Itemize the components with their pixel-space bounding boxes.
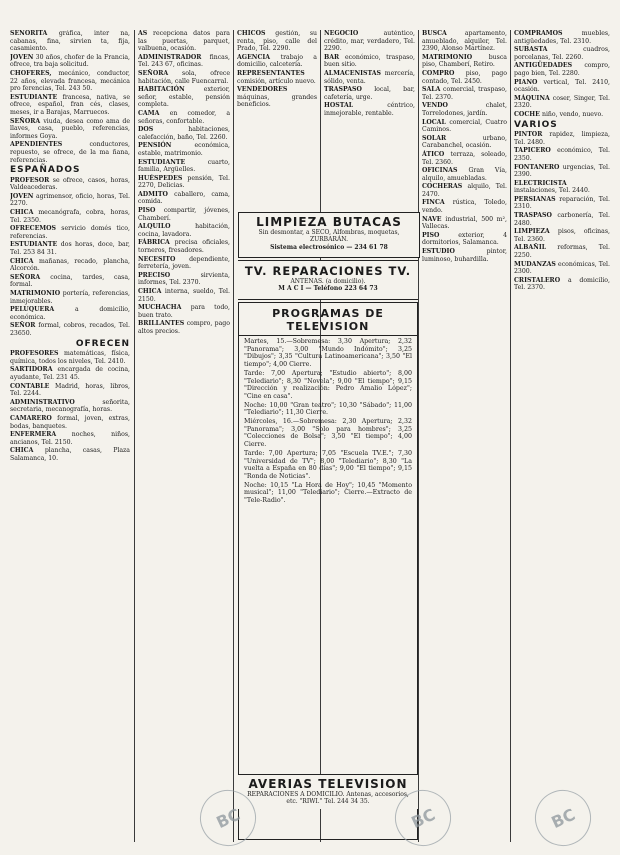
ad-text: 30 años, chofer de la Francia, ofrece, tra baja solicitud. [10,53,130,69]
ad-text: portería, referencias, inmejorables. [10,290,130,305]
classified-ad [10,141,130,164]
ad-text: céntrico, inmejorable, rentable. [324,102,415,117]
section-heading: OFRECEN [75,338,130,349]
classified-ad [10,350,130,365]
ad-text: apartamento, amueblado, alquiler, Tel. 2390, Alonso Martínez. [422,30,507,53]
classified-ad [422,54,507,69]
classified-ad [514,196,610,211]
classified-ad [237,86,317,109]
classified-ad [10,415,130,430]
ad-text: económica, estable, matrimonio. [138,142,230,157]
ad-text: dos horas, doce, bar, Tel. 253 84 31. [10,241,130,257]
ad-text: muebles, antigüedades, Tel. 2310. [514,30,610,45]
ad-keyword: MATRIMONIO [422,53,489,61]
ad-text: comercial, traspaso, Tel. 2370. [422,86,507,101]
classified-ad [514,147,610,162]
classified-ad [138,256,230,271]
classified-ad [10,94,130,117]
tv-guide-paragraph: Tarde: 7,00 Apertura; 7,05 "Escuela TV.E."; 7,30 "Universidad de TV"; 8,00 "Telediario"; 8,30 "La vuelta a España en 80 días"; 9,00 "El tiempo"; 9,15 "Ronda de Noticias". [244,449,412,480]
ad-text: coser, Singer, Tel. 2320. [514,94,610,110]
classified-ad [10,30,130,53]
ad-tv-reparaciones [238,260,418,300]
ad-title: LIMPIEZA BUTACAS [256,215,402,229]
ad-text: alquilo, Tel. 2470. [422,183,507,198]
classified-ad [138,207,230,222]
ad-text: local, bar, cafetería, urge. [324,86,415,101]
ad-text: comercial, Cuatro Caminos. [422,118,507,134]
classified-ad [10,70,130,93]
ad-keyword: BUSCA [422,30,465,37]
bc-watermark-stamp: BC [386,781,460,855]
ad-text: ANTENAS. (a domicilio). [290,278,366,285]
ad-keyword: FONTANERO [514,163,563,171]
ad-text: formal, cobros, recados, Tel. 23650. [10,322,130,337]
ad-keyword: ELECTRICISTA [514,179,567,187]
ad-text: sirvienta, informes, Tel. 2370. [138,271,230,287]
ad-text: piso, pago contado, Tel. 2450. [422,69,507,85]
ad-text: matemáticas, física, química, todos los niveles, Tel. 2410. [10,350,130,365]
ad-limpieza-butacas [238,212,420,258]
ad-keyword: ADMITO [138,190,175,198]
ad-keyword: ESTUDIANTE [10,241,61,249]
ad-keyword: SALA [422,86,444,94]
classified-ad [10,383,130,398]
ad-averias-television [238,774,418,809]
ad-text: conductores, repuesto, se ofrece, de la ma ñana, referencias. [10,141,130,164]
classified-ad [422,86,507,101]
ad-text: agrimensor, oficio, horas, Tel. 2270. [10,192,130,208]
classified-ad [10,225,130,240]
ad-text: Sin desmontar, a SECO, Alfombras, moquetas, ZURBARÁN. [258,229,400,244]
classified-ad [10,306,130,321]
ad-keyword: ESTUDIANTE [10,93,63,101]
ad-keyword: DOS [138,126,189,134]
ad-text: fincas, Tel. 243 67, oficinas. [138,53,230,69]
ad-text: trabajo a domicilio, calcetería. [237,53,317,69]
column-1 [10,30,130,842]
ad-keyword: ADMINISTRADOR [138,53,210,61]
ad-text: terraza, soleado, Tel. 2360. [422,150,507,166]
ad-text: para todo, buen trato. [138,304,230,319]
ad-keyword: SARTIDORA [10,366,58,374]
classified-ad [514,228,610,243]
ad-text: noches, niños, ancianos, Tel. 2150. [10,431,130,446]
classified-ad [237,54,317,69]
ad-keyword: FINCA [422,199,453,207]
section-heading: VARIOS [514,119,558,130]
ad-keyword: LOCAL [422,118,450,126]
classified-ad [138,191,230,206]
classified-ad [324,54,415,69]
ad-keyword: COMPRO [422,69,466,77]
classified-ad [514,46,610,61]
classified-ad [10,322,130,337]
ad-text: económico, traspaso, buen sitio. [324,53,415,69]
ad-keyword: CHICA [138,288,165,295]
ad-text: compartir, jóvenes, Chamberí. [138,207,230,222]
ad-keyword: VENDEDORES [237,86,288,94]
classified-ad [422,30,507,53]
ad-keyword: COCHE [514,110,542,118]
classified-ad [422,151,507,166]
classified-ad [138,175,230,190]
ad-text: cocina, tardes, casa, formal. [10,273,130,289]
ad-keyword: HUÉSPEDES [138,174,188,182]
ad-keyword: PELUQUERA [10,306,76,314]
ad-keyword: AS [138,30,154,37]
ad-text: Madrid, horas, libros, Tel. 2244. [10,382,130,398]
ad-keyword: ESTUDIO [422,248,487,256]
ad-keyword: SEÑOR [10,322,39,330]
ad-text: caballero, cama, comida. [138,190,230,206]
ad-text: busca piso, Chamberí, Retiro. [422,53,507,69]
ad-keyword: ENFERMERA [10,431,72,439]
classified-ad [422,183,507,198]
tv-guide-title: PROGRAMAS DE TELEVISION [239,303,417,336]
classified-ad [138,30,230,53]
ad-keyword: CHICA [10,447,45,455]
ad-text: REPARACIONES A DOMICILIO. Antenas, accesorios, etc. "RIWI." Tel. 244 34 35. [247,791,409,806]
ad-text: compro, pago altos precios. [138,320,230,335]
ad-text: formal, joven, extras, bodas, banquetes. [10,414,130,430]
ad-text: gráfica, inter na, cabanas, fina, sirvien ta, fija, casamiento. [10,30,130,53]
ad-text: máquinas, grandes beneficios. [237,93,317,109]
ad-text: pensión, Tel. 2270, Delicias. [138,174,230,190]
ad-text: carbonería, Tel. 2480. [514,212,610,227]
tv-guide-body [239,336,417,508]
ad-keyword: REPRESENTANTES [237,69,305,77]
ad-text: pintor, luminoso, buhardilla. [422,248,507,263]
ad-keyword: FÁBRICA [138,239,175,247]
classified-ad [10,193,130,208]
column-4 [324,30,415,210]
column-rule [510,30,511,842]
bc-watermark-stamp: BC [191,781,265,855]
ad-text: vertical, Tel. 2410, ocasión. [514,78,610,94]
ad-keyword: CAMA [138,109,170,117]
classified-ad [514,131,610,146]
tv-guide-paragraph: Noche: 10,15 "La Hora de Hoy"; 10,45 "Momento musical"; 11,00 "Telediario"; Cierre.—Extracto de "Tele-Radio". [244,481,412,505]
ad-keyword: PISO [422,231,459,239]
ad-text: mercería, sólido, venta. [324,69,415,85]
ad-keyword: BAR [324,53,345,61]
ad-text: urgencias, Tel. 2390. [514,163,610,179]
column-2 [138,30,230,842]
ad-title: AVERIAS TELEVISION [248,777,408,791]
ad-keyword: ANTIGÜEDADES [514,62,585,70]
ad-keyword: TAPICERO [514,147,558,155]
column-3 [237,30,317,210]
classified-ad [514,164,610,179]
classified-ad [514,111,610,119]
classified-ad [138,110,230,125]
classified-ad [514,277,610,292]
ad-text: señorita, secretaria, mecanografía, horas. [10,398,130,414]
ad-keyword: OFRECEMOS [10,225,62,233]
ad-text: Gran Vía, alquilo, amuebladas. [422,167,507,182]
ad-keyword: SOLAR [422,134,483,142]
ad-keyword: PRECISO [138,271,201,279]
ad-text: a domicilio, económica. [10,306,130,321]
ad-keyword: PERSIANAS [514,195,560,203]
column-5 [422,30,507,842]
classified-ad [138,223,230,238]
ad-text: industrial, 500 m², Vallecas. [422,215,507,231]
classified-ad [138,54,230,69]
classified-ad [138,304,230,319]
ad-keyword: VENDO [422,102,486,110]
ad-keyword: CRISTALERO [514,276,568,284]
classified-ad [138,142,230,157]
tv-guide-paragraph: Miércoles, 16.—Sobremesa: 2,30 Apertura; 2,32 "Panorama"; 3,00 "Solo para hombres"; 3,25 "Colecciones de Bolsa"; 3,50 "El tiempo"; 4,00 Cierre. [244,418,412,449]
ad-text: comisión, artículo nuevo. [237,77,316,85]
ad-text: precisa oficiales, torneros, fresadores. [138,239,230,255]
classified-ad [138,272,230,287]
newspaper-page [10,30,610,842]
ad-keyword: TRASPASO [514,212,558,220]
classified-ad [10,399,130,414]
tv-program-guide [238,302,418,840]
ad-keyword: CONTABLE [10,382,55,390]
column-6 [514,30,610,842]
tv-guide-paragraph: Tarde: 7,00 Apertura; "Estudio abierto"; 8,00 "Telediario"; 8,30 "Novela"; 9,00 "El tiempo"; 9,15 "Dirección y realización: Pedro Amalio López"; "Cine en casa". [244,369,412,400]
ad-text: cuarto, familia, Argüelles. [138,158,230,174]
ad-keyword: PISO [138,207,164,215]
ad-keyword: NEGOCIO [324,30,384,37]
classified-ad [138,159,230,174]
ad-keyword: NECESITO [138,255,190,263]
ad-text: auténtico, crédito, mar, verdadero, Tel. 2290. [324,30,415,53]
ad-keyword: MATRIMONIO [10,290,63,297]
classified-ad [422,216,507,231]
ad-keyword: TRASPASO [324,86,375,94]
classified-ad [422,232,507,247]
classified-ad [422,135,507,150]
ad-text: mañanas, recado, plancha, Alcorcón. [10,257,130,273]
classified-ad [324,70,415,85]
classified-ad [10,177,130,192]
ad-text: en comedor, a señoras, confortable. [138,109,230,125]
ad-keyword: LIMPIEZA [514,228,558,236]
ad-keyword: JOVEN [10,53,36,61]
ad-text: rapidez, limpieza, Tel. 2480. [514,131,610,146]
classified-ad [10,241,130,256]
classified-ad [237,30,317,53]
classified-ad [422,102,507,117]
classified-ad [10,431,130,446]
ad-text: exterior, señor, estable, pensión completa. [138,86,230,109]
ad-text: habitación, cocina, lavadora. [138,223,230,238]
ad-keyword: PINTOR [514,131,550,139]
ad-keyword: AGENCIA [237,53,281,61]
ad-text: M A C I — Teléfono 223 64 73 [278,285,378,293]
ad-text: dependiente, ferretería, joven. [138,255,230,271]
ad-keyword: HOSTAL [324,102,388,110]
classified-ad [514,62,610,77]
column-rule [134,30,135,842]
ad-keyword: MUDANZAS [514,260,559,268]
ad-keyword: BRILLANTES [138,320,187,328]
classified-ad [138,86,230,109]
ad-text: pisos, oficinas, Tel. 2360. [514,228,610,243]
section-heading: ESPAÑADOS [10,165,81,176]
classified-ad [514,95,610,110]
ad-text: económicas, Tel. 2300. [514,260,610,276]
classified-ad [10,118,130,141]
classified-ad [422,248,507,263]
classified-ad [10,366,130,381]
ad-keyword: PENSIÓN [138,142,195,150]
classified-ad [324,30,415,53]
classified-ad [138,320,230,335]
ad-text: francesa, nativa, se ofrece, español, fran cés, clases, meses, ir a Barajas, Marruecos. [10,93,130,116]
ad-text: servicio domés tico, referencias. [10,225,130,240]
column-rule [418,30,419,842]
ad-keyword: ALMACENISTAS [324,69,385,77]
classified-ad [422,119,507,134]
classified-ad [10,447,130,462]
ad-keyword: OFICINAS [422,167,469,175]
classified-ad [514,261,610,276]
classified-ad [514,212,610,227]
ad-keyword: SEÑORA [10,117,44,125]
ad-text: urbano, Carabanchel, ocasión. [422,134,507,150]
classified-ad [514,30,610,45]
ad-keyword: CAMARERO [10,414,58,422]
classified-ad [10,274,130,289]
ad-text: se ofrece, casos, horas, Valdeacederas. [10,176,130,192]
ad-keyword: ALBAÑIL [514,244,558,252]
ad-text: interna, sueldo, Tel. 2150. [138,288,230,303]
column-rule [233,30,234,842]
ad-text: a domicilio, Tel. 2370. [514,276,610,292]
classified-ad [514,79,610,94]
ad-text: niño, vendo, nuevo. [541,110,604,118]
ad-text: económico, Tel. 2350. [514,147,610,162]
classified-ad [138,239,230,254]
ad-keyword: CHICOS [237,30,276,37]
ad-keyword: PIANO [514,78,544,86]
classified-ad [324,86,415,101]
ad-keyword: NAVE [422,215,446,223]
classified-ad [10,209,130,224]
ad-keyword: APENDIENTES [10,141,90,149]
ad-keyword: SEÑORA [10,273,51,281]
classified-ad [138,126,230,141]
ad-text: rústica, Toledo, vendo. [422,199,507,215]
ad-keyword: MÁQUINA [514,94,553,102]
ad-keyword: ALQUILO [138,223,196,231]
classified-ad [324,102,415,117]
classified-ad [10,54,130,69]
ad-keyword: COCHERAS [422,183,468,191]
ad-text: recepciona datos para las puertas, parquet, valbuena, ocasión. [138,30,230,53]
ad-keyword: ADMINISTRATIVO [10,398,103,406]
ad-title: TV. REPARACIONES TV. [244,264,412,278]
ad-keyword: SEÑORA [138,69,183,77]
classified-ad [422,199,507,214]
ad-keyword: MUCHACHA [138,304,191,312]
tv-guide-paragraph: Noche: 10,00 "Gran teatro"; 10,30 "Sábado"; 11,00 "Telediario"; 11,30 Cierre. [244,401,412,417]
ad-text: reparación, Tel. 2310. [514,195,610,211]
ad-keyword: CHICA [10,209,39,217]
bc-watermark-stamp: BC [526,781,600,855]
ad-keyword: COMPRAMOS [514,30,582,37]
ad-keyword: SUBASTA [514,46,584,54]
classified-ad [10,290,130,305]
ad-keyword: HABITACIÓN [138,86,204,94]
ad-text: cuadros, porcelanas, Tel. 2260. [514,46,610,61]
tv-guide-paragraph: Martes, 15.—Sobremesa: 3,30 Apertura; 2,32 "Panorama"; 3,00 "Mundo Indómito"; 3,25 "Dibujos"; 3,35 "Cultura Latinoamericana"; 3,50 "El tiempo"; 4,00 Cierre. [244,338,412,369]
ad-keyword: PROFESORES [10,350,65,358]
classified-ad [422,167,507,182]
ad-text: encargada de cocina, ayudante, Tel. 231 45. [10,366,130,381]
classified-ad [514,244,610,259]
ad-text: sola, ofrece habitación, calle Fuencarral. [138,69,230,85]
classified-ad [10,258,130,273]
ad-text: gestión, su renta, piso, calle del Prado, Tel. 2290. [237,30,317,53]
ad-keyword: JOVEN [10,192,36,200]
ad-keyword: CHOFERES, [10,69,59,77]
classified-ad [514,180,610,195]
ad-text: instalaciones, Tel. 2440. [514,187,590,195]
classified-ad [422,70,507,85]
ad-text: chalet, Torrelodones, jardín. [422,102,507,117]
ad-text: mecánico, conductor, 22 años, elevada francesa, mecánica pro ferencias, Tel. 243 50. [10,69,130,93]
ad-keyword: SEÑORITA [10,30,59,37]
ad-text: mecanógrafa, cobra, horas, Tel. 2350. [10,209,130,224]
ad-keyword: PROFESOR [10,176,53,184]
classified-ad [138,288,230,303]
classified-ad [138,70,230,85]
ad-keyword: ÁTICO [422,150,451,158]
ad-text: Sistema electrosónico — 234 61 78 [270,243,388,251]
ad-text: habitaciones, calefacción, baño, Tel. 2260. [138,126,230,141]
ad-text: compro, pago bien, Tel. 2280. [514,62,610,77]
classified-ad [237,70,317,85]
ad-text: exterior, 4 dormitorios, Salamanca. [422,231,507,247]
ad-text: reformas, Tel. 2250. [514,244,610,260]
ad-text: plancha, casas, Plaza Salamanca, 10. [10,447,130,462]
ad-keyword: CHICA [10,257,39,265]
ad-keyword: ESTUDIANTE [138,158,208,166]
ad-text: viuda, desea como ama de llaves, casa, pueblo, referencias, informes Goya. [10,117,130,140]
